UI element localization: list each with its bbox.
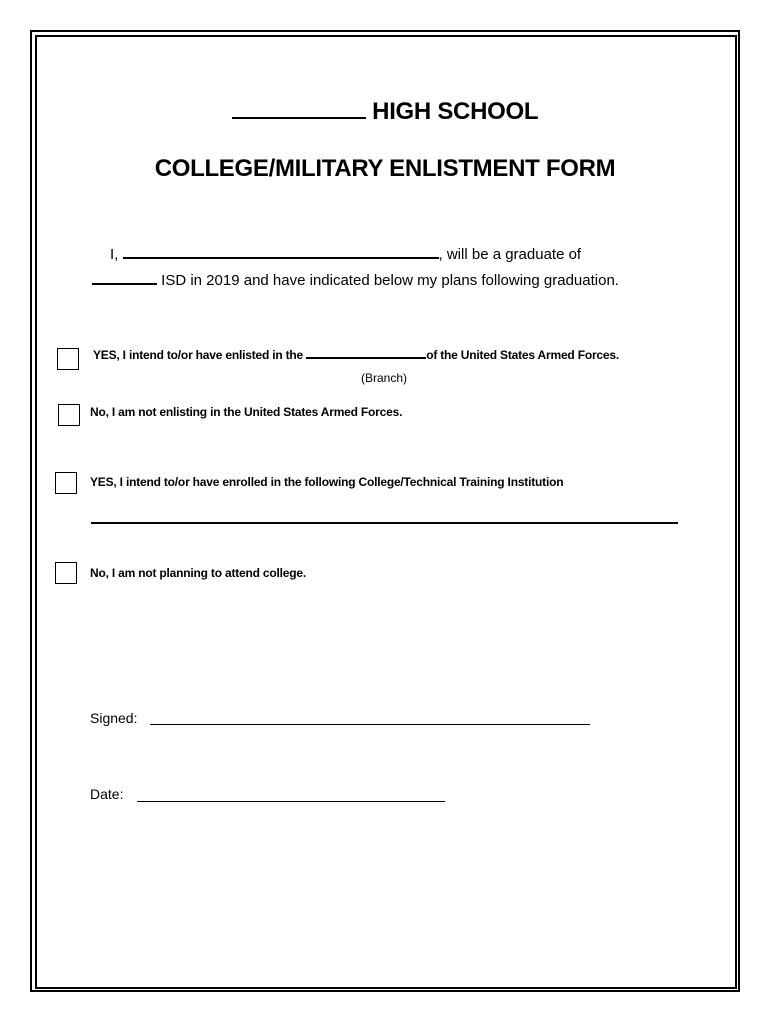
student-name-blank[interactable] [123,257,439,259]
college-yes-label: YES, I intend to/or have enrolled in the following College/Technical Training Institution [90,475,564,489]
enlist-no-label: No, I am not enlisting in the United States Armed Forces. [90,405,403,419]
college-yes-checkbox[interactable] [55,472,77,494]
school-name-suffix: HIGH SCHOOL [372,98,539,125]
form-title: COLLEGE/MILITARY ENLISTMENT FORM [154,155,616,182]
intro-line-2 [92,272,619,289]
enlist-yes-suffix: of the United States Armed Forces. [426,348,619,362]
school-name-blank[interactable] [232,117,366,119]
intro-graduate-text: , will be a graduate of [438,246,582,263]
signed-label: Signed: [90,710,138,726]
date-blank[interactable] [137,801,445,802]
branch-caption: (Branch) [361,371,408,385]
intro-prefix: I, [110,246,119,263]
institution-blank[interactable] [91,522,678,524]
enlist-yes-label [93,348,619,362]
enlist-yes-checkbox[interactable] [57,348,79,370]
date-label: Date: [90,786,124,802]
enlist-no-checkbox[interactable] [58,404,80,426]
college-no-checkbox[interactable] [55,562,77,584]
enlist-yes-prefix: YES, I intend to/or have enlisted in the [93,348,304,362]
intro-line-1 [110,246,581,263]
school-name-heading [0,98,770,126]
college-no-label: No, I am not planning to attend college. [90,566,307,580]
isd-name-blank[interactable] [92,283,157,285]
signature-blank[interactable] [150,724,590,725]
intro-isd-text: ISD in 2019 and have indicated below my plans following graduation. [161,272,619,289]
branch-blank[interactable] [306,357,426,359]
